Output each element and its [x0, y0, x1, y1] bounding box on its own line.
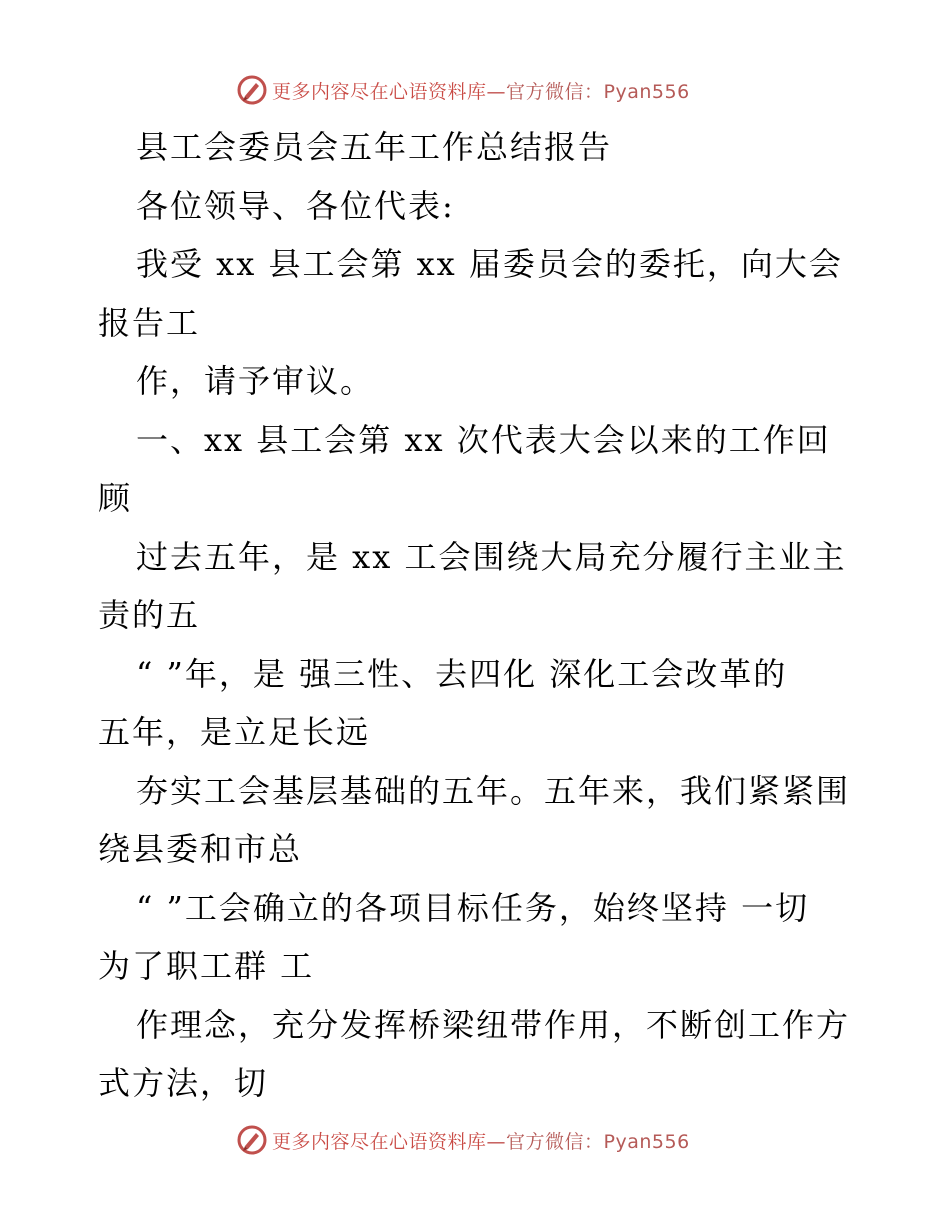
watermark-main-text: 更多内容尽在心语资料库	[272, 80, 487, 103]
text-line: 县工会委员会五年工作总结报告	[136, 128, 613, 166]
text-line: 夯实工会基层基础的五年。五年来，我们紧紧围	[136, 771, 851, 810]
document-body	[98, 118, 858, 1113]
watermark-main-text: 更多内容尽在心语资料库	[272, 1130, 487, 1153]
text-line: 为了职工群 工	[98, 947, 315, 985]
text-line: “ ”工会确立的各项目标任务，始终坚持 一切	[136, 888, 810, 927]
text-line: 各位领导、各位代表:	[136, 186, 455, 225]
watermark-wechat-text: 官方微信：Pyan556	[506, 1130, 690, 1153]
watermark-text	[272, 77, 690, 104]
text-line: 过去五年，是 xx 工会围绕大局充分履行主业主	[136, 537, 847, 576]
header-watermark[interactable]	[236, 72, 690, 108]
watermark-separator: —	[486, 1130, 507, 1153]
text-line: “ ”年，是 强三性、去四化 深化工会改革的	[136, 654, 788, 693]
text-line: 作理念，充分发挥桥梁纽带作用，不断创工作方	[136, 1005, 851, 1044]
pen-seal-icon	[236, 1124, 268, 1156]
text-line: 式方法，切	[98, 1064, 269, 1102]
text-line: 报告工	[98, 303, 201, 342]
watermark-text	[272, 1127, 690, 1154]
watermark-wechat-text: 官方微信：Pyan556	[506, 80, 690, 103]
footer-watermark[interactable]	[236, 1122, 690, 1158]
pen-seal-icon	[236, 74, 268, 106]
text-line: 作，请予审议。	[136, 362, 375, 400]
text-line: 我受 xx 县工会第 xx 届委员会的委托，向大会	[136, 245, 843, 283]
text-line: 一、xx 县工会第 xx 次代表大会以来的工作回	[136, 420, 831, 459]
text-line: 顾	[98, 479, 133, 517]
watermark-separator: —	[486, 80, 507, 103]
text-line: 绕县委和市总	[98, 830, 303, 868]
text-line: 责的五	[98, 596, 201, 634]
text-line: 五年，是立足长远	[98, 713, 371, 751]
